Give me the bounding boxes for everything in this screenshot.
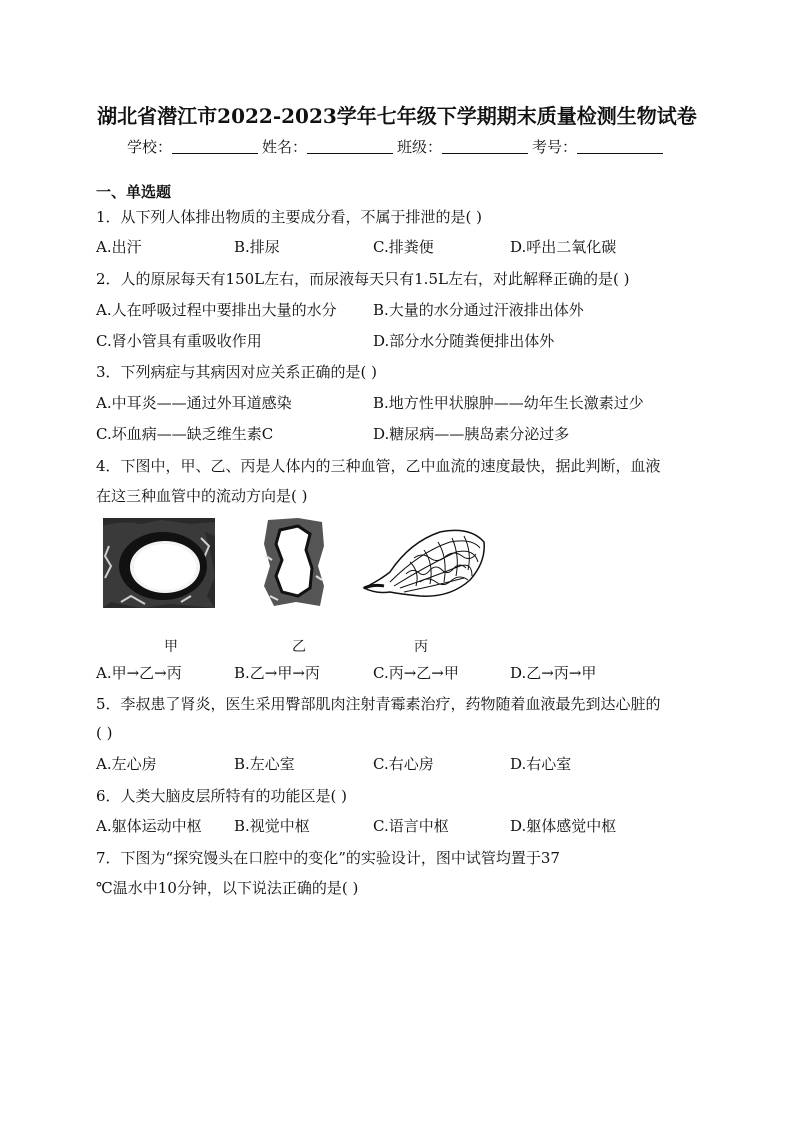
q6-option-a: A.躯体运动中枢 <box>96 817 202 835</box>
q3-option-c: C.坏血病——缺乏维生素C <box>96 425 274 443</box>
class-label: 班级： <box>397 138 443 156</box>
q3-option-b: B.地方性甲状腺肿——幼年生长激素过少 <box>373 394 644 412</box>
q4-stem-line1: 4．下图中，甲、乙、丙是人体内的三种血管，乙中血流的速度最快，据此判断，血液 <box>96 457 661 475</box>
q1-option-a: A.出汗 <box>96 238 142 256</box>
q4-option-b: B.乙→甲→丙 <box>234 664 320 682</box>
fig-label-bing: 丙 <box>414 639 428 655</box>
q6-stem: 6．人类大脑皮层所特有的功能区是( ) <box>96 787 348 805</box>
name-blank[interactable] <box>307 138 393 154</box>
q4-option-a: A.甲→乙→丙 <box>96 664 182 682</box>
q5-option-c: C.右心房 <box>373 755 434 773</box>
q1-option-d: D.呼出二氧化碳 <box>510 238 617 256</box>
section-title: 一、单选题 <box>96 183 172 201</box>
q1-stem: 1．从下列人体排出物质的主要成分看，不属于排泄的是( ) <box>96 208 483 226</box>
q5-option-d: D.右心室 <box>510 755 572 773</box>
q2-option-c: C.肾小管具有重吸收作用 <box>96 332 262 350</box>
q5-option-a: A.左心房 <box>96 755 157 773</box>
q4-stem-line2: 在这三种血管中的流动方向是( ) <box>96 487 308 505</box>
vessel-yi-figure <box>258 516 326 608</box>
school-label: 学校： <box>126 138 172 156</box>
exam-title: 湖北省潜江市2022-2023学年七年级下学期期末质量检测生物试卷 <box>97 104 697 128</box>
q7-stem-line2: ℃温水中10分钟，以下说法正确的是( ) <box>96 879 359 897</box>
q6-option-d: D.躯体感觉中枢 <box>510 817 617 835</box>
q2-option-b: B.大量的水分通过汗液排出体外 <box>373 301 584 319</box>
class-blank[interactable] <box>442 138 528 154</box>
q2-option-a: A.人在呼吸过程中要排出大量的水分 <box>96 301 337 319</box>
q4-option-c: C.丙→乙→甲 <box>373 664 459 682</box>
q4-option-d: D.乙→丙→甲 <box>510 664 597 682</box>
q3-option-a: A.中耳炎——通过外耳道感染 <box>96 394 292 412</box>
exam-no-blank[interactable] <box>577 138 663 154</box>
vessel-jia-figure <box>101 516 217 610</box>
q1-option-b: B.排尿 <box>234 238 280 256</box>
q1-option-c: C.排粪便 <box>373 238 434 256</box>
exam-no-label: 考号： <box>532 138 578 156</box>
q7-stem-line1: 7．下图为“探究馒头在口腔中的变化”的实验设计，图中试管均置于37 <box>96 849 560 867</box>
q6-option-b: B.视觉中枢 <box>234 817 310 835</box>
q2-option-d: D.部分水分随粪便排出体外 <box>373 332 555 350</box>
student-info-row <box>0 136 794 157</box>
fig-label-yi: 乙 <box>292 639 306 655</box>
fig-label-jia: 甲 <box>164 639 178 655</box>
q2-stem: 2．人的原尿每天有150L左右，而尿液每天只有1.5L左右，对此解释正确的是( ) <box>96 270 630 288</box>
q5-stem-line1: 5．李叔患了肾炎，医生采用臀部肌肉注射青霉素治疗，药物随着血液最先到达心脏的 <box>96 695 661 713</box>
vessel-bing-figure <box>360 522 488 606</box>
school-blank[interactable] <box>172 138 258 154</box>
q6-option-c: C.语言中枢 <box>373 817 449 835</box>
q3-option-d: D.糖尿病——胰岛素分泌过多 <box>373 425 570 443</box>
q3-stem: 3．下列病症与其病因对应关系正确的是( ) <box>96 363 378 381</box>
q5-stem-line2: ( ) <box>96 724 113 742</box>
name-label: 姓名： <box>261 138 307 156</box>
q5-option-b: B.左心室 <box>234 755 295 773</box>
